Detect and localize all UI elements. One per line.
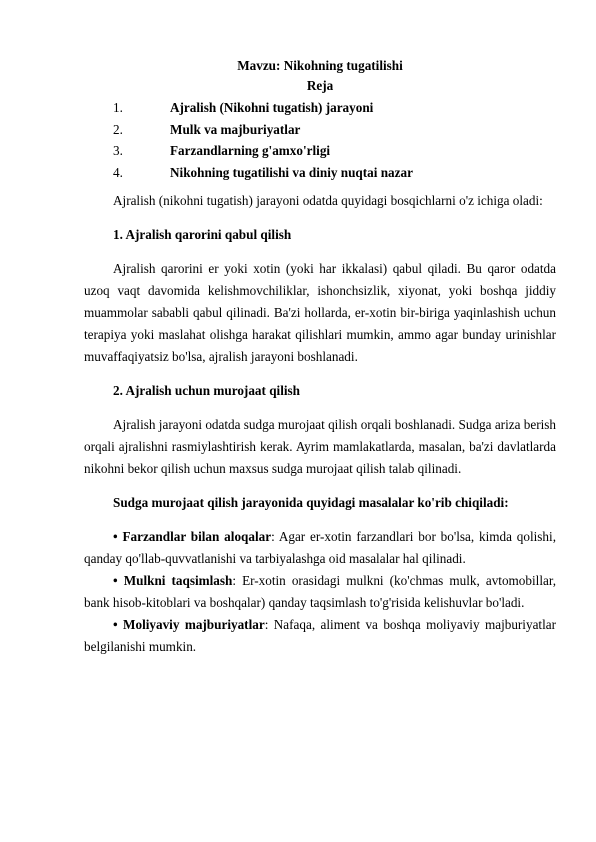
intro-paragraph: Ajralish (nikohni tugatish) jarayoni odatda quyidagi bosqichlarni o'z ichiga oladi:: [113, 193, 543, 208]
document-title: Mavzu: Nikohning tugatilishi: [237, 58, 403, 73]
bullet-icon: •: [113, 573, 118, 588]
plan-item: [84, 162, 556, 184]
plan-item: [84, 97, 556, 119]
bullet-text: : Er-xotin orasidagi mulkni (ko'chmas mulk, avtomobillar, bank hisob-kitoblari va boshqalar) qanday taqsimlash to'g'risida kelishuvlar bo'ladi.: [84, 573, 556, 610]
bullet-item: [84, 526, 556, 570]
plan-item-number: 2.: [113, 121, 123, 137]
bullet-icon: •: [113, 529, 118, 544]
bullet-icon: •: [113, 617, 118, 632]
plan-item-number: 3.: [113, 143, 123, 158]
bullet-item: [84, 570, 556, 614]
bullet-text: : Agar er-xotin farzandlari bor bo'lsa, kimda qolishi, qanday qo'llab-quvvatlanishi va tarbiyalashga oid masalalar hal qilinadi.: [84, 529, 556, 566]
section1-heading: 1. Ajralish qarorini qabul qilish: [113, 227, 292, 242]
plan-item-text: Nikohning tugatilishi va diniy nuqtai nazar: [170, 164, 413, 180]
section1-paragraph: Ajralish qarorini er yoki xotin (yoki har ikkalasi) qabul qiladi. Bu qaror odatda uzoq vaqt davomida kelishmovchiliklar, ishonchsizlik, xiyonat, yoki boshqa jiddiy muammolar sababli qabul qilinadi. Ba'zi hollarda, er-xotin bir-biriga yaqinlashish uchun terapiya yoki maslahat olishga harakat qilishlari mumkin, ammo agar bunday urinishlar muvaffaqiyatsiz bo'lsa, ajralish jarayoni boshlanadi.: [84, 261, 556, 364]
issues-heading: Sudga murojaat qilish jarayonida quyidagi masalalar ko'rib chiqiladi:: [113, 495, 509, 510]
bullet-item: [84, 614, 556, 658]
bullet-label: Mulkni taqsimlash: [123, 573, 233, 588]
plan-item: [84, 119, 556, 141]
plan-item-text: Farzandlarning g'amxo'rligi: [170, 143, 331, 158]
plan-item-number: 1.: [113, 100, 123, 115]
plan-heading: Reja: [306, 78, 334, 93]
plan-item-text: Ajralish (Nikohni tugatish) jarayoni: [170, 100, 374, 115]
plan-item-number: 4.: [113, 164, 123, 180]
section2-paragraph: Ajralish jarayoni odatda sudga murojaat qilish orqali boshlanadi. Sudga ariza berish orqali ajralishni rasmiylashtirish kerak. Ayrim mamlakatlarda, masalan, ba'zi davlatlarda nikohni bekor qilish uchun maxsus sudga murojaat qilish talab qilinadi.: [84, 417, 556, 476]
plan-item: [84, 140, 556, 162]
plan-list: [84, 97, 556, 183]
bullet-label: Moliyaviy majburiyatlar: [123, 617, 265, 632]
plan-item-text: Mulk va majburiyatlar: [170, 121, 301, 137]
bullet-text: : Nafaqa, aliment va boshqa moliyaviy majburiyatlar belgilanishi mumkin.: [84, 617, 556, 654]
bullet-label: Farzandlar bilan aloqalar: [122, 529, 272, 544]
section2-heading: 2. Ajralish uchun murojaat qilish: [113, 383, 300, 398]
